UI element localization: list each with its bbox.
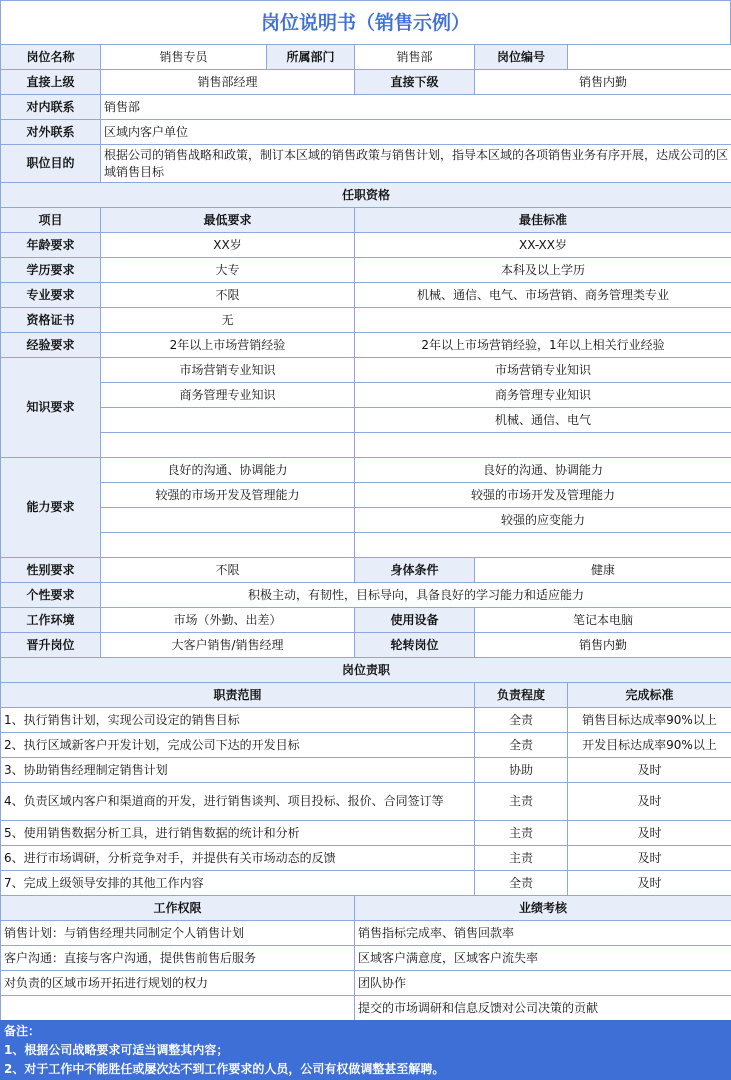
duty-scope: 3、协助销售经理制定销售计划 xyxy=(1,758,475,783)
table-row xyxy=(1,145,731,183)
duty-standard: 及时 xyxy=(568,821,731,846)
duty-degree: 主责 xyxy=(475,846,568,871)
header-min: 最低要求 xyxy=(101,208,355,233)
table-row xyxy=(1,996,731,1021)
table-row xyxy=(1,871,731,896)
table-row xyxy=(1,846,731,871)
gender-value: 不限 xyxy=(101,558,355,583)
age-label: 年龄要求 xyxy=(1,233,101,258)
table-row xyxy=(1,433,731,458)
rotation-label: 轮转岗位 xyxy=(355,633,475,658)
personality-value: 积极主动，有韧性，目标导向，具备良好的学习能力和适应能力 xyxy=(101,583,731,608)
table-row xyxy=(1,208,731,233)
ability-min xyxy=(101,533,355,558)
ability-best: 较强的市场开发及管理能力 xyxy=(355,483,731,508)
knowledge-best: 商务管理专业知识 xyxy=(355,383,731,408)
table-row xyxy=(1,896,731,921)
certificate-min: 无 xyxy=(101,308,355,333)
performance-item: 提交的市场调研和信息反馈对公司决策的贡献 xyxy=(355,996,731,1021)
experience-best: 2年以上市场营销经验，1年以上相关行业经验 xyxy=(355,333,731,358)
authority-item: 对负责的区域市场开拓进行规划的权力 xyxy=(1,971,355,996)
table-row xyxy=(1,258,731,283)
table-row xyxy=(1,95,731,120)
duties-header-scope: 职责范围 xyxy=(1,683,475,708)
major-best: 机械、通信、电气、市场营销、商务管理类专业 xyxy=(355,283,731,308)
table-row xyxy=(1,783,731,821)
qualifications-section-title: 任职资格 xyxy=(1,183,731,208)
table-row xyxy=(1,308,731,333)
education-min: 大专 xyxy=(101,258,355,283)
table-row xyxy=(1,283,731,308)
duty-standard: 及时 xyxy=(568,846,731,871)
duty-scope: 6、进行市场调研，分析竞争对手，并提供有关市场动态的反馈 xyxy=(1,846,475,871)
performance-header: 业绩考核 xyxy=(355,896,731,921)
internal-contact-value: 销售部 xyxy=(101,95,731,120)
age-min: XX岁 xyxy=(101,233,355,258)
knowledge-min: 市场营销专业知识 xyxy=(101,358,355,383)
table-row xyxy=(1,120,731,145)
position-name-value: 销售专员 xyxy=(101,45,267,70)
ability-min: 良好的沟通、协调能力 xyxy=(101,458,355,483)
position-no-value xyxy=(568,45,731,70)
performance-item: 区域客户满意度，区域客户流失率 xyxy=(355,946,731,971)
knowledge-best: 市场营销专业知识 xyxy=(355,358,731,383)
duty-degree: 全责 xyxy=(475,733,568,758)
table-row xyxy=(1,508,731,533)
table-row xyxy=(1,558,731,583)
duty-degree: 协助 xyxy=(475,758,568,783)
ability-best: 良好的沟通、协调能力 xyxy=(355,458,731,483)
duty-standard: 销售目标达成率90%以上 xyxy=(568,708,731,733)
education-label: 学历要求 xyxy=(1,258,101,283)
external-contact-label: 对外联系 xyxy=(1,120,101,145)
promotion-value: 大客户销售/销售经理 xyxy=(101,633,355,658)
table-row xyxy=(1,358,731,383)
duty-standard: 及时 xyxy=(568,758,731,783)
notes-heading: 备注： xyxy=(4,1024,41,1038)
table-row xyxy=(1,45,731,70)
ability-best xyxy=(355,533,731,558)
duties-header-degree: 负责程度 xyxy=(475,683,568,708)
duty-standard: 及时 xyxy=(568,783,731,821)
purpose-label: 职位目的 xyxy=(1,145,101,183)
authority-header: 工作权限 xyxy=(1,896,355,921)
table-row xyxy=(1,333,731,358)
knowledge-label: 知识要求 xyxy=(1,358,101,458)
duties-header-standard: 完成标准 xyxy=(568,683,731,708)
header-best: 最佳标准 xyxy=(355,208,731,233)
rotation-value: 销售内勤 xyxy=(475,633,731,658)
notes-box xyxy=(0,1020,731,1080)
superior-label: 直接上级 xyxy=(1,70,101,95)
gender-label: 性别要求 xyxy=(1,558,101,583)
table-row xyxy=(1,458,731,483)
duty-standard: 开发目标达成率90%以上 xyxy=(568,733,731,758)
document-title: 岗位说明书（销售示例） xyxy=(0,0,731,44)
table-row xyxy=(1,683,731,708)
duty-degree: 全责 xyxy=(475,708,568,733)
equipment-value: 笔记本电脑 xyxy=(475,608,731,633)
table-row xyxy=(1,658,731,683)
major-label: 专业要求 xyxy=(1,283,101,308)
table-row xyxy=(1,921,731,946)
duty-standard: 及时 xyxy=(568,871,731,896)
table-row xyxy=(1,733,731,758)
personality-label: 个性要求 xyxy=(1,583,101,608)
knowledge-min xyxy=(101,433,355,458)
subordinate-value: 销售内勤 xyxy=(475,70,731,95)
knowledge-best: 机械、通信、电气 xyxy=(355,408,731,433)
environment-label: 工作环境 xyxy=(1,608,101,633)
duty-scope: 5、使用销售数据分析工具，进行销售数据的统计和分析 xyxy=(1,821,475,846)
duty-scope: 7、完成上级领导安排的其他工作内容 xyxy=(1,871,475,896)
note-item: 1、根据公司战略要求可适当调整其内容； xyxy=(4,1043,229,1057)
department-label: 所属部门 xyxy=(267,45,355,70)
table-row xyxy=(1,758,731,783)
subordinate-label: 直接下级 xyxy=(355,70,475,95)
table-row xyxy=(1,971,731,996)
major-min: 不限 xyxy=(101,283,355,308)
authority-item xyxy=(1,996,355,1021)
table-row xyxy=(1,533,731,558)
experience-label: 经验要求 xyxy=(1,333,101,358)
table-row xyxy=(1,183,731,208)
health-label: 身体条件 xyxy=(355,558,475,583)
internal-contact-label: 对内联系 xyxy=(1,95,101,120)
promotion-label: 晋升岗位 xyxy=(1,633,101,658)
ability-min: 较强的市场开发及管理能力 xyxy=(101,483,355,508)
position-name-label: 岗位名称 xyxy=(1,45,101,70)
ability-best: 较强的应变能力 xyxy=(355,508,731,533)
table-row xyxy=(1,708,731,733)
performance-item: 销售指标完成率、销售回款率 xyxy=(355,921,731,946)
certificate-label: 资格证书 xyxy=(1,308,101,333)
purpose-value: 根据公司的销售战略和政策，制订本区域的销售政策与销售计划，指导本区域的各项销售业务有序开展，达成公司的区域销售目标 xyxy=(101,145,731,183)
department-value: 销售部 xyxy=(355,45,475,70)
duty-scope: 2、执行区域新客户开发计划，完成公司下达的开发目标 xyxy=(1,733,475,758)
table-row xyxy=(1,408,731,433)
duty-scope: 4、负责区域内客户和渠道商的开发，进行销售谈判、项目投标、报价、合同签订等 xyxy=(1,783,475,821)
superior-value: 销售部经理 xyxy=(101,70,355,95)
table-row xyxy=(1,233,731,258)
performance-item: 团队协作 xyxy=(355,971,731,996)
header-item: 项目 xyxy=(1,208,101,233)
knowledge-best xyxy=(355,433,731,458)
duty-degree: 主责 xyxy=(475,783,568,821)
environment-value: 市场（外勤、出差） xyxy=(101,608,355,633)
position-no-label: 岗位编号 xyxy=(475,45,568,70)
certificate-best xyxy=(355,308,731,333)
duty-degree: 主责 xyxy=(475,821,568,846)
equipment-label: 使用设备 xyxy=(355,608,475,633)
knowledge-min: 商务管理专业知识 xyxy=(101,383,355,408)
knowledge-min xyxy=(101,408,355,433)
experience-min: 2年以上市场营销经验 xyxy=(101,333,355,358)
duty-scope: 1、执行销售计划，实现公司设定的销售目标 xyxy=(1,708,475,733)
table-row xyxy=(1,946,731,971)
health-value: 健康 xyxy=(475,558,731,583)
ability-label: 能力要求 xyxy=(1,458,101,558)
table-row xyxy=(1,633,731,658)
table-row xyxy=(1,583,731,608)
age-best: XX-XX岁 xyxy=(355,233,731,258)
table-row xyxy=(1,608,731,633)
table-row xyxy=(1,483,731,508)
table-row xyxy=(1,70,731,95)
note-item: 2、对于工作中不能胜任或屡次达不到工作要求的人员，公司有权做调整甚至解聘。 xyxy=(4,1062,445,1076)
table-row xyxy=(1,821,731,846)
external-contact-value: 区域内客户单位 xyxy=(101,120,731,145)
table-row xyxy=(1,383,731,408)
ability-min xyxy=(101,508,355,533)
duties-section-title: 岗位责职 xyxy=(1,658,731,683)
education-best: 本科及以上学历 xyxy=(355,258,731,283)
duty-degree: 全责 xyxy=(475,871,568,896)
authority-item: 客户沟通：直接与客户沟通，提供售前售后服务 xyxy=(1,946,355,971)
job-description-table xyxy=(0,44,731,1021)
authority-item: 销售计划：与销售经理共同制定个人销售计划 xyxy=(1,921,355,946)
